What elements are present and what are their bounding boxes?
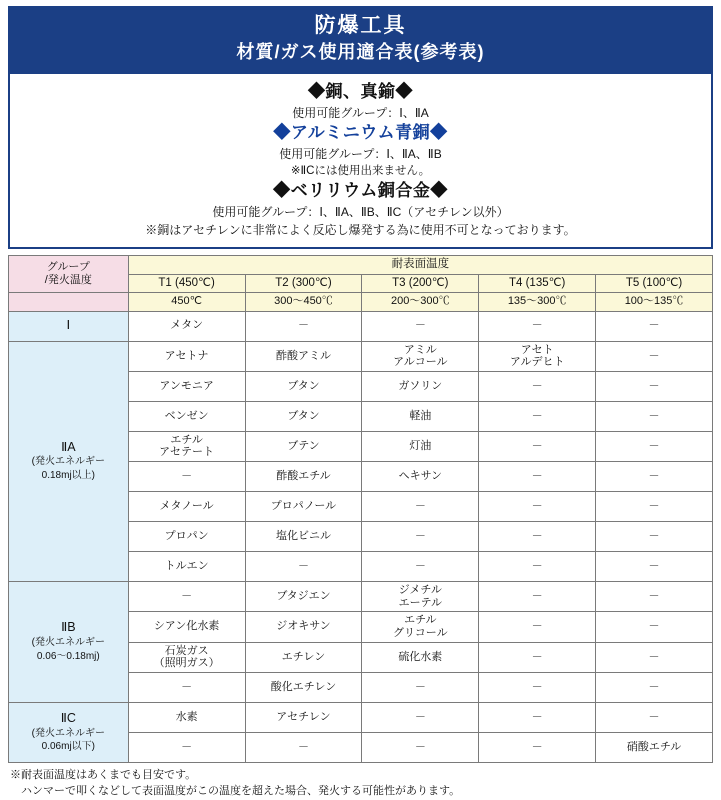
data-cell: ガソリン xyxy=(362,371,479,401)
data-cell: － xyxy=(479,582,596,612)
group-label-cell-2: ⅡA (発火エネルギー 0.18mj以上) xyxy=(9,341,129,582)
temp-class-cell-1: T1 (450℃) xyxy=(128,274,245,293)
data-cell: 酸化エチレン xyxy=(245,672,362,702)
note-line-beryllium-copper-1: 使用可能グループ：Ⅰ、ⅡA、ⅡB、ⅡC（アセチレン以外） xyxy=(212,204,509,219)
data-cell: ジメチル エーテル xyxy=(362,582,479,612)
note-line-beryllium-copper-2: ※銅はアセチレンに非常によく反応し爆発する為に使用不可となっております。 xyxy=(145,222,576,237)
data-cell: 灯油 xyxy=(362,431,479,461)
gas-compatibility-table xyxy=(8,255,713,763)
data-cell: － xyxy=(596,672,713,702)
data-cell: － xyxy=(128,672,245,702)
data-cell: ブタン xyxy=(245,371,362,401)
data-cell: メタノール xyxy=(128,492,245,522)
data-cell: － xyxy=(596,371,713,401)
data-cell: － xyxy=(479,672,596,702)
data-cell: － xyxy=(596,311,713,341)
document-header xyxy=(8,6,713,74)
data-cell: － xyxy=(596,582,713,612)
temp-class-cell-2: T2 (300℃) xyxy=(245,274,362,293)
data-cell: － xyxy=(245,552,362,582)
data-cell: 硝酸エチル xyxy=(596,732,713,762)
data-cell: － xyxy=(596,401,713,431)
material-notes xyxy=(8,74,713,249)
data-cell: エチル グリコール xyxy=(362,612,479,642)
data-cell: － xyxy=(128,732,245,762)
data-cell: － xyxy=(479,732,596,762)
data-cell: － xyxy=(479,522,596,552)
data-cell: ベンゼン xyxy=(128,401,245,431)
data-cell: 塩化ビニル xyxy=(245,522,362,552)
data-cell: － xyxy=(596,702,713,732)
data-cell: － xyxy=(362,522,479,552)
data-cell: － xyxy=(596,341,713,371)
data-cell: － xyxy=(596,462,713,492)
data-cell: ブタン xyxy=(245,401,362,431)
data-cell: ブタジエン xyxy=(245,582,362,612)
data-cell: 酢酸アミル xyxy=(245,341,362,371)
data-cell: － xyxy=(128,582,245,612)
data-cell: 軽油 xyxy=(362,401,479,431)
data-cell: － xyxy=(245,311,362,341)
data-cell: － xyxy=(479,401,596,431)
data-cell: エチレン xyxy=(245,642,362,672)
data-cell: － xyxy=(479,552,596,582)
note-line-aluminium-bronze-2: ※ⅡCには使用出来ません。 xyxy=(290,164,431,177)
data-cell: － xyxy=(596,431,713,461)
table-row xyxy=(9,255,713,274)
group-label-cell-1: Ⅰ xyxy=(9,311,129,341)
data-cell: ヘキサン xyxy=(362,462,479,492)
data-cell: エチル アセテート xyxy=(128,431,245,461)
data-cell: シアン化水素 xyxy=(128,612,245,642)
footer-line-2: ハンマーで叩くなどして表面温度がこの温度を超えた場合、発火する可能性があります。 xyxy=(10,784,461,797)
data-cell: アンモニア xyxy=(128,371,245,401)
data-cell: － xyxy=(362,311,479,341)
footer-line-1: ※耐表面温度はあくまでも目安です。 xyxy=(10,768,197,781)
data-cell: アセト アルデヒト xyxy=(479,341,596,371)
data-cell: － xyxy=(362,672,479,702)
data-cell: － xyxy=(596,552,713,582)
data-cell: － xyxy=(479,311,596,341)
temp-range-cell-3: 200〜300℃ xyxy=(362,293,479,311)
data-cell: － xyxy=(245,732,362,762)
temp-range-cell-5: 100〜135℃ xyxy=(596,293,713,311)
data-cell: － xyxy=(596,522,713,552)
data-cell: メタン xyxy=(128,311,245,341)
temp-range-cell-4: 135〜300℃ xyxy=(479,293,596,311)
group-label-cell-4: ⅡC (発火エネルギー 0.06mj以下) xyxy=(9,702,129,762)
data-cell: アミル アルコール xyxy=(362,341,479,371)
temp-class-cell-3: T3 (200℃) xyxy=(362,274,479,293)
table-row xyxy=(9,702,713,732)
data-cell: － xyxy=(479,492,596,522)
temp-class-cell-4: T4 (135℃) xyxy=(479,274,596,293)
data-cell: － xyxy=(479,612,596,642)
data-cell: プロパノール xyxy=(245,492,362,522)
group-header-cell: グループ /発火温度 xyxy=(9,255,129,293)
data-cell: 石炭ガス （照明ガス） xyxy=(128,642,245,672)
temp-range-cell-1: 450℃ xyxy=(128,293,245,311)
page-subtitle: 材質/ガス使用適合表(参考表) xyxy=(236,42,485,63)
note-heading-beryllium-copper: ◆ベリリウム銅合金◆ xyxy=(273,180,448,200)
data-cell: アセチレン xyxy=(245,702,362,732)
note-heading-aluminium-bronze: ◆アルミニウム青銅◆ xyxy=(273,122,448,142)
note-line-copper-1: 使用可能グループ：Ⅰ、ⅡA xyxy=(292,105,429,120)
table-body xyxy=(9,255,713,762)
data-cell: － xyxy=(596,642,713,672)
table-row xyxy=(9,582,713,612)
note-line-aluminium-bronze-1: 使用可能グループ：Ⅰ、ⅡA、ⅡB xyxy=(279,146,442,161)
table-row xyxy=(9,293,713,311)
data-cell: － xyxy=(596,612,713,642)
data-cell: － xyxy=(362,492,479,522)
data-cell: 硫化水素 xyxy=(362,642,479,672)
note-heading-copper: ◆銅、真鍮◆ xyxy=(308,81,413,101)
data-cell: － xyxy=(362,702,479,732)
data-cell: プロパン xyxy=(128,522,245,552)
footer-notes xyxy=(8,768,713,800)
surface-temp-header-cell: 耐表面温度 xyxy=(128,255,712,274)
group-label-cell-3: ⅡB (発火エネルギー 0.06〜0.18mj) xyxy=(9,582,129,703)
data-cell: ジオキサン xyxy=(245,612,362,642)
data-cell: － xyxy=(479,431,596,461)
data-cell: － xyxy=(479,702,596,732)
data-cell: － xyxy=(362,552,479,582)
data-cell: 酢酸エチル xyxy=(245,462,362,492)
data-cell: － xyxy=(479,462,596,492)
data-cell: － xyxy=(128,462,245,492)
temp-class-cell-5: T5 (100℃) xyxy=(596,274,713,293)
table-row xyxy=(9,311,713,341)
temp-range-cell-2: 300〜450℃ xyxy=(245,293,362,311)
data-cell: トルエン xyxy=(128,552,245,582)
data-cell: － xyxy=(596,492,713,522)
data-cell: アセトナ xyxy=(128,341,245,371)
page-title: 防爆工具 xyxy=(314,14,407,37)
group-header-spacer-cell xyxy=(9,293,129,311)
data-cell: － xyxy=(479,371,596,401)
data-cell: － xyxy=(362,732,479,762)
data-cell: ブテン xyxy=(245,431,362,461)
data-cell: － xyxy=(479,642,596,672)
table-row xyxy=(9,341,713,371)
data-cell: 水素 xyxy=(128,702,245,732)
